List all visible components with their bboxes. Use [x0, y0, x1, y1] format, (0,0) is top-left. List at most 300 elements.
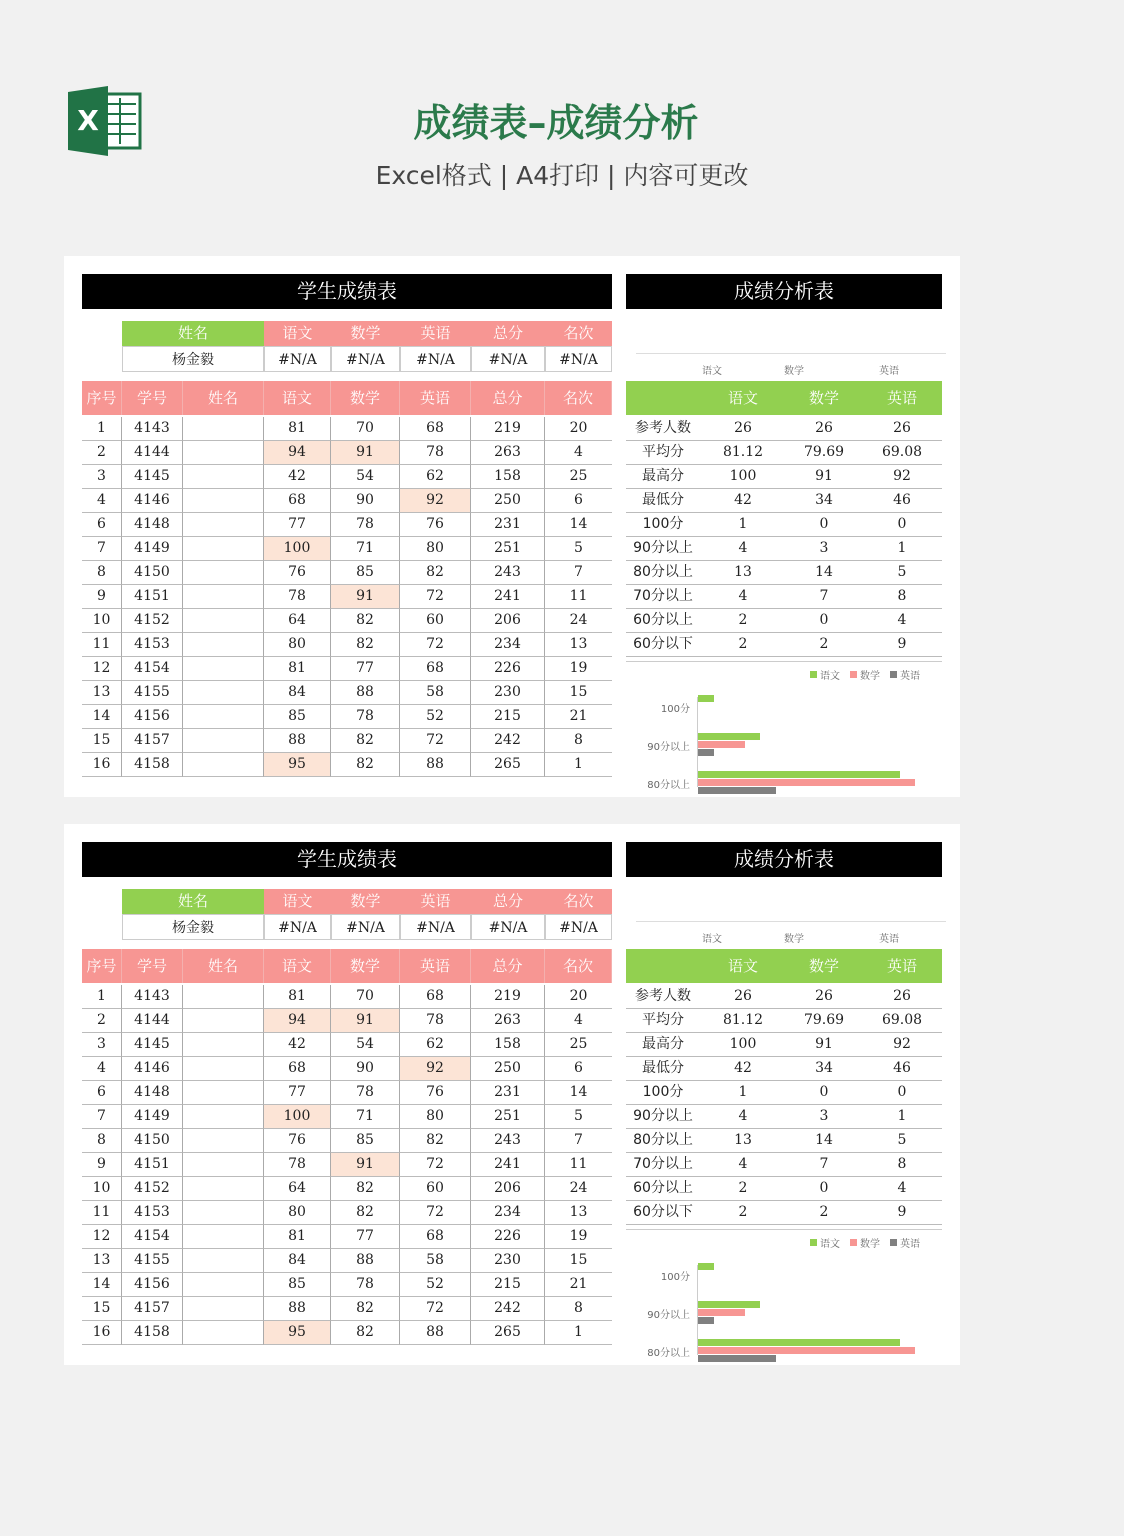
analysis-cell[interactable]: 2 [700, 1177, 786, 1201]
column-header[interactable]: 英语 [400, 381, 471, 415]
table-cell[interactable]: 24 [545, 1177, 612, 1201]
column-header[interactable]: 序号 [82, 949, 122, 983]
table-cell[interactable]: 72 [400, 729, 471, 753]
table-cell[interactable]: 4150 [122, 561, 183, 585]
table-cell[interactable]: 91 [331, 1153, 400, 1177]
analysis-header[interactable]: 语文 [700, 949, 786, 983]
table-cell[interactable]: 24 [545, 609, 612, 633]
table-cell[interactable]: 215 [471, 705, 545, 729]
table-cell[interactable]: 234 [471, 1201, 545, 1225]
table-cell[interactable]: 4145 [122, 1033, 183, 1057]
analysis-cell[interactable]: 91 [786, 465, 862, 489]
table-cell[interactable]: 76 [400, 1081, 471, 1105]
table-cell[interactable]: 5 [545, 1105, 612, 1129]
analysis-header[interactable] [626, 949, 700, 983]
lookup-header[interactable]: 语文 [264, 889, 331, 914]
table-cell[interactable]: 81 [264, 985, 331, 1009]
table-cell[interactable]: 68 [264, 489, 331, 513]
table-cell[interactable]: 243 [471, 561, 545, 585]
table-cell[interactable]: 7 [82, 1105, 122, 1129]
analysis-cell[interactable]: 5 [862, 1129, 942, 1153]
table-cell[interactable] [183, 585, 264, 609]
table-cell[interactable]: 4143 [122, 985, 183, 1009]
table-cell[interactable]: 10 [82, 1177, 122, 1201]
table-cell[interactable] [183, 1273, 264, 1297]
table-cell[interactable]: 4157 [122, 729, 183, 753]
table-cell[interactable]: 4155 [122, 681, 183, 705]
table-cell[interactable]: 20 [545, 985, 612, 1009]
table-cell[interactable]: 71 [331, 1105, 400, 1129]
table-cell[interactable]: 251 [471, 1105, 545, 1129]
table-cell[interactable]: 243 [471, 1129, 545, 1153]
table-cell[interactable]: 11 [545, 585, 612, 609]
lookup-header[interactable]: 名次 [545, 321, 612, 346]
table-cell[interactable]: 85 [331, 561, 400, 585]
table-cell[interactable] [183, 985, 264, 1009]
table-cell[interactable] [183, 681, 264, 705]
analysis-cell[interactable]: 26 [862, 985, 942, 1009]
table-cell[interactable]: 4154 [122, 657, 183, 681]
table-cell[interactable]: 21 [545, 1273, 612, 1297]
analysis-cell[interactable]: 8 [862, 585, 942, 609]
analysis-cell[interactable]: 0 [862, 1081, 942, 1105]
table-cell[interactable]: 14 [82, 705, 122, 729]
table-cell[interactable]: 215 [471, 1273, 545, 1297]
lookup-value[interactable]: #N/A [400, 346, 471, 372]
column-header[interactable]: 英语 [400, 949, 471, 983]
table-cell[interactable]: 82 [400, 561, 471, 585]
table-cell[interactable]: 88 [331, 1249, 400, 1273]
column-header[interactable]: 姓名 [183, 381, 264, 415]
table-cell[interactable]: 4146 [122, 1057, 183, 1081]
analysis-cell[interactable]: 80分以上 [626, 561, 700, 585]
table-cell[interactable]: 14 [545, 1081, 612, 1105]
table-cell[interactable]: 62 [400, 1033, 471, 1057]
analysis-cell[interactable]: 1 [862, 1105, 942, 1129]
table-cell[interactable] [183, 1033, 264, 1057]
table-cell[interactable]: 78 [400, 441, 471, 465]
table-cell[interactable]: 226 [471, 1225, 545, 1249]
lookup-header[interactable]: 语文 [264, 321, 331, 346]
table-cell[interactable]: 7 [545, 1129, 612, 1153]
analysis-cell[interactable]: 0 [786, 1081, 862, 1105]
table-cell[interactable]: 263 [471, 1009, 545, 1033]
analysis-cell[interactable]: 26 [786, 985, 862, 1009]
table-cell[interactable]: 90 [331, 1057, 400, 1081]
lookup-header[interactable]: 姓名 [122, 889, 264, 914]
analysis-cell[interactable]: 80分以上 [626, 1129, 700, 1153]
table-cell[interactable]: 42 [264, 1033, 331, 1057]
analysis-cell[interactable]: 4 [862, 1177, 942, 1201]
table-cell[interactable] [183, 537, 264, 561]
table-cell[interactable] [183, 633, 264, 657]
table-cell[interactable] [183, 1297, 264, 1321]
table-cell[interactable] [183, 513, 264, 537]
analysis-table-title[interactable]: 成绩分析表 [626, 274, 942, 309]
analysis-cell[interactable]: 42 [700, 489, 786, 513]
analysis-cell[interactable]: 0 [786, 609, 862, 633]
table-cell[interactable]: 4146 [122, 489, 183, 513]
table-cell[interactable]: 4 [82, 1057, 122, 1081]
analysis-cell[interactable]: 7 [786, 585, 862, 609]
analysis-cell[interactable]: 0 [862, 513, 942, 537]
analysis-cell[interactable]: 70分以上 [626, 1153, 700, 1177]
table-cell[interactable]: 64 [264, 609, 331, 633]
lookup-value[interactable]: 杨金毅 [122, 346, 264, 372]
analysis-cell[interactable]: 13 [700, 561, 786, 585]
table-cell[interactable]: 265 [471, 1321, 545, 1345]
table-cell[interactable]: 77 [331, 1225, 400, 1249]
analysis-cell[interactable]: 4 [700, 1105, 786, 1129]
table-cell[interactable]: 6 [82, 513, 122, 537]
table-cell[interactable]: 231 [471, 1081, 545, 1105]
table-cell[interactable]: 68 [400, 417, 471, 441]
analysis-cell[interactable]: 4 [700, 1153, 786, 1177]
table-cell[interactable]: 9 [82, 585, 122, 609]
lookup-value[interactable]: #N/A [471, 914, 545, 940]
table-cell[interactable]: 15 [545, 1249, 612, 1273]
table-cell[interactable]: 15 [82, 1297, 122, 1321]
table-cell[interactable]: 10 [82, 609, 122, 633]
table-cell[interactable] [183, 1201, 264, 1225]
column-header[interactable]: 数学 [331, 381, 400, 415]
column-header[interactable]: 数学 [331, 949, 400, 983]
table-cell[interactable]: 3 [82, 1033, 122, 1057]
lookup-value[interactable]: #N/A [400, 914, 471, 940]
table-cell[interactable]: 76 [264, 1129, 331, 1153]
column-header[interactable]: 学号 [122, 949, 183, 983]
table-cell[interactable] [183, 1129, 264, 1153]
score-table-title[interactable]: 学生成绩表 [82, 842, 612, 877]
analysis-cell[interactable]: 2 [700, 609, 786, 633]
table-cell[interactable]: 4145 [122, 465, 183, 489]
lookup-value[interactable]: #N/A [331, 914, 400, 940]
table-cell[interactable]: 76 [264, 561, 331, 585]
table-cell[interactable]: 4 [545, 1009, 612, 1033]
table-cell[interactable]: 158 [471, 1033, 545, 1057]
lookup-header[interactable]: 数学 [331, 889, 400, 914]
analysis-cell[interactable]: 60分以下 [626, 633, 700, 657]
table-cell[interactable]: 4148 [122, 513, 183, 537]
table-cell[interactable]: 265 [471, 753, 545, 777]
table-cell[interactable]: 7 [82, 537, 122, 561]
table-cell[interactable]: 82 [400, 1129, 471, 1153]
table-cell[interactable] [183, 1225, 264, 1249]
analysis-header[interactable]: 数学 [786, 381, 862, 415]
table-cell[interactable]: 95 [264, 753, 331, 777]
analysis-cell[interactable]: 69.08 [862, 1009, 942, 1033]
table-cell[interactable]: 4 [82, 489, 122, 513]
column-header[interactable]: 姓名 [183, 949, 264, 983]
table-cell[interactable]: 251 [471, 537, 545, 561]
analysis-cell[interactable]: 4 [700, 537, 786, 561]
table-cell[interactable]: 82 [331, 753, 400, 777]
table-cell[interactable]: 70 [331, 985, 400, 1009]
column-header[interactable]: 语文 [264, 949, 331, 983]
column-header[interactable]: 学号 [122, 381, 183, 415]
table-cell[interactable]: 84 [264, 681, 331, 705]
table-cell[interactable]: 85 [264, 1273, 331, 1297]
analysis-cell[interactable]: 最高分 [626, 1033, 700, 1057]
table-cell[interactable] [183, 465, 264, 489]
analysis-cell[interactable]: 90分以上 [626, 1105, 700, 1129]
analysis-cell[interactable]: 参考人数 [626, 985, 700, 1009]
table-cell[interactable]: 88 [264, 1297, 331, 1321]
table-cell[interactable]: 78 [331, 705, 400, 729]
score-table-title[interactable]: 学生成绩表 [82, 274, 612, 309]
analysis-cell[interactable]: 79.69 [786, 441, 862, 465]
table-cell[interactable]: 78 [400, 1009, 471, 1033]
table-cell[interactable]: 230 [471, 1249, 545, 1273]
table-cell[interactable]: 13 [545, 633, 612, 657]
table-cell[interactable]: 52 [400, 1273, 471, 1297]
table-cell[interactable]: 14 [545, 513, 612, 537]
analysis-cell[interactable]: 3 [786, 537, 862, 561]
analysis-cell[interactable]: 92 [862, 1033, 942, 1057]
table-cell[interactable]: 58 [400, 681, 471, 705]
table-cell[interactable]: 42 [264, 465, 331, 489]
table-cell[interactable]: 263 [471, 441, 545, 465]
table-cell[interactable]: 54 [331, 465, 400, 489]
table-cell[interactable]: 81 [264, 1225, 331, 1249]
table-cell[interactable]: 88 [400, 753, 471, 777]
analysis-cell[interactable]: 平均分 [626, 1009, 700, 1033]
table-cell[interactable]: 82 [331, 729, 400, 753]
table-cell[interactable]: 4154 [122, 1225, 183, 1249]
table-cell[interactable]: 6 [545, 1057, 612, 1081]
table-cell[interactable]: 1 [82, 985, 122, 1009]
analysis-cell[interactable]: 14 [786, 1129, 862, 1153]
table-cell[interactable]: 94 [264, 441, 331, 465]
analysis-cell[interactable]: 5 [862, 561, 942, 585]
table-cell[interactable]: 82 [331, 1297, 400, 1321]
analysis-cell[interactable]: 34 [786, 1057, 862, 1081]
lookup-header[interactable]: 总分 [471, 321, 545, 346]
lookup-header[interactable]: 英语 [400, 321, 471, 346]
table-cell[interactable]: 242 [471, 1297, 545, 1321]
table-cell[interactable] [183, 609, 264, 633]
table-cell[interactable]: 241 [471, 585, 545, 609]
table-cell[interactable]: 8 [82, 561, 122, 585]
table-cell[interactable] [183, 705, 264, 729]
column-header[interactable]: 总分 [471, 381, 545, 415]
column-header[interactable]: 序号 [82, 381, 122, 415]
table-cell[interactable]: 81 [264, 417, 331, 441]
table-cell[interactable]: 72 [400, 1201, 471, 1225]
table-cell[interactable]: 90 [331, 489, 400, 513]
table-cell[interactable]: 4155 [122, 1249, 183, 1273]
table-cell[interactable]: 91 [331, 441, 400, 465]
table-cell[interactable]: 80 [264, 1201, 331, 1225]
analysis-cell[interactable]: 2 [700, 633, 786, 657]
table-cell[interactable]: 78 [331, 1081, 400, 1105]
analysis-cell[interactable]: 60分以上 [626, 609, 700, 633]
analysis-cell[interactable]: 92 [862, 465, 942, 489]
table-cell[interactable]: 4149 [122, 537, 183, 561]
table-cell[interactable]: 206 [471, 609, 545, 633]
table-cell[interactable]: 15 [82, 729, 122, 753]
table-cell[interactable]: 95 [264, 1321, 331, 1345]
table-cell[interactable]: 100 [264, 537, 331, 561]
table-cell[interactable] [183, 753, 264, 777]
analysis-cell[interactable]: 1 [700, 1081, 786, 1105]
table-cell[interactable]: 78 [264, 585, 331, 609]
table-cell[interactable]: 82 [331, 633, 400, 657]
table-cell[interactable]: 1 [545, 753, 612, 777]
table-cell[interactable]: 92 [400, 489, 471, 513]
table-cell[interactable]: 72 [400, 585, 471, 609]
table-cell[interactable]: 241 [471, 1153, 545, 1177]
analysis-cell[interactable]: 7 [786, 1153, 862, 1177]
analysis-cell[interactable]: 70分以上 [626, 585, 700, 609]
analysis-cell[interactable]: 100 [700, 465, 786, 489]
analysis-cell[interactable]: 8 [862, 1153, 942, 1177]
table-cell[interactable]: 25 [545, 1033, 612, 1057]
table-cell[interactable]: 85 [264, 705, 331, 729]
table-cell[interactable]: 82 [331, 1177, 400, 1201]
table-cell[interactable]: 19 [545, 1225, 612, 1249]
table-cell[interactable]: 68 [400, 985, 471, 1009]
analysis-cell[interactable]: 81.12 [700, 441, 786, 465]
table-cell[interactable]: 72 [400, 1297, 471, 1321]
analysis-cell[interactable]: 参考人数 [626, 417, 700, 441]
table-cell[interactable]: 85 [331, 1129, 400, 1153]
table-cell[interactable]: 13 [545, 1201, 612, 1225]
analysis-cell[interactable]: 100 [700, 1033, 786, 1057]
analysis-cell[interactable]: 46 [862, 1057, 942, 1081]
analysis-cell[interactable]: 81.12 [700, 1009, 786, 1033]
table-cell[interactable]: 4157 [122, 1297, 183, 1321]
table-cell[interactable]: 231 [471, 513, 545, 537]
table-cell[interactable]: 88 [264, 729, 331, 753]
table-cell[interactable]: 58 [400, 1249, 471, 1273]
table-cell[interactable]: 219 [471, 417, 545, 441]
table-cell[interactable]: 68 [264, 1057, 331, 1081]
table-cell[interactable]: 11 [82, 1201, 122, 1225]
table-cell[interactable] [183, 489, 264, 513]
table-cell[interactable]: 6 [545, 489, 612, 513]
table-cell[interactable]: 11 [545, 1153, 612, 1177]
table-cell[interactable] [183, 1009, 264, 1033]
table-cell[interactable]: 80 [400, 537, 471, 561]
analysis-cell[interactable]: 4 [862, 609, 942, 633]
table-cell[interactable]: 64 [264, 1177, 331, 1201]
lookup-header[interactable]: 名次 [545, 889, 612, 914]
lookup-header[interactable]: 数学 [331, 321, 400, 346]
lookup-value[interactable]: #N/A [545, 346, 612, 372]
table-cell[interactable]: 219 [471, 985, 545, 1009]
table-cell[interactable] [183, 1153, 264, 1177]
table-cell[interactable]: 4 [545, 441, 612, 465]
table-cell[interactable]: 5 [545, 537, 612, 561]
analysis-cell[interactable]: 34 [786, 489, 862, 513]
analysis-cell[interactable]: 平均分 [626, 441, 700, 465]
table-cell[interactable]: 92 [400, 1057, 471, 1081]
table-cell[interactable] [183, 1249, 264, 1273]
table-cell[interactable]: 21 [545, 705, 612, 729]
table-cell[interactable]: 77 [264, 1081, 331, 1105]
analysis-cell[interactable]: 最低分 [626, 489, 700, 513]
table-cell[interactable]: 13 [82, 1249, 122, 1273]
lookup-header[interactable]: 英语 [400, 889, 471, 914]
table-cell[interactable]: 230 [471, 681, 545, 705]
table-cell[interactable]: 234 [471, 633, 545, 657]
table-cell[interactable]: 20 [545, 417, 612, 441]
table-cell[interactable]: 14 [82, 1273, 122, 1297]
table-cell[interactable]: 80 [264, 633, 331, 657]
table-cell[interactable]: 84 [264, 1249, 331, 1273]
analysis-table-title[interactable]: 成绩分析表 [626, 842, 942, 877]
table-cell[interactable]: 4152 [122, 1177, 183, 1201]
analysis-cell[interactable]: 69.08 [862, 441, 942, 465]
table-cell[interactable]: 4151 [122, 1153, 183, 1177]
table-cell[interactable]: 71 [331, 537, 400, 561]
table-cell[interactable]: 16 [82, 753, 122, 777]
table-cell[interactable] [183, 1177, 264, 1201]
lookup-value[interactable]: #N/A [264, 346, 331, 372]
analysis-header[interactable]: 英语 [862, 381, 942, 415]
table-cell[interactable]: 72 [400, 633, 471, 657]
table-cell[interactable]: 2 [82, 441, 122, 465]
table-cell[interactable]: 4144 [122, 441, 183, 465]
table-cell[interactable] [183, 1081, 264, 1105]
table-cell[interactable]: 11 [82, 633, 122, 657]
analysis-header[interactable]: 英语 [862, 949, 942, 983]
analysis-cell[interactable]: 26 [786, 417, 862, 441]
analysis-cell[interactable]: 60分以上 [626, 1177, 700, 1201]
table-cell[interactable]: 4153 [122, 633, 183, 657]
analysis-cell[interactable]: 100分 [626, 513, 700, 537]
table-cell[interactable]: 6 [82, 1081, 122, 1105]
column-header[interactable]: 名次 [545, 381, 612, 415]
table-cell[interactable]: 80 [400, 1105, 471, 1129]
analysis-cell[interactable]: 2 [786, 633, 862, 657]
lookup-header[interactable]: 总分 [471, 889, 545, 914]
column-header[interactable]: 名次 [545, 949, 612, 983]
table-cell[interactable]: 16 [82, 1321, 122, 1345]
table-cell[interactable]: 81 [264, 657, 331, 681]
analysis-cell[interactable]: 1 [700, 513, 786, 537]
analysis-cell[interactable]: 0 [786, 513, 862, 537]
table-cell[interactable]: 91 [331, 1009, 400, 1033]
table-cell[interactable]: 8 [545, 729, 612, 753]
table-cell[interactable]: 82 [331, 609, 400, 633]
table-cell[interactable]: 4151 [122, 585, 183, 609]
analysis-cell[interactable]: 1 [862, 537, 942, 561]
table-cell[interactable]: 7 [545, 561, 612, 585]
table-cell[interactable]: 4144 [122, 1009, 183, 1033]
table-cell[interactable]: 94 [264, 1009, 331, 1033]
table-cell[interactable]: 4149 [122, 1105, 183, 1129]
table-cell[interactable]: 78 [331, 1273, 400, 1297]
table-cell[interactable]: 88 [400, 1321, 471, 1345]
table-cell[interactable] [183, 657, 264, 681]
table-cell[interactable]: 70 [331, 417, 400, 441]
table-cell[interactable]: 13 [82, 681, 122, 705]
table-cell[interactable]: 15 [545, 681, 612, 705]
analysis-cell[interactable]: 最低分 [626, 1057, 700, 1081]
table-cell[interactable] [183, 441, 264, 465]
column-header[interactable]: 语文 [264, 381, 331, 415]
table-cell[interactable]: 8 [82, 1129, 122, 1153]
table-cell[interactable]: 1 [82, 417, 122, 441]
lookup-value[interactable]: #N/A [264, 914, 331, 940]
analysis-cell[interactable]: 0 [786, 1177, 862, 1201]
analysis-header[interactable]: 语文 [700, 381, 786, 415]
analysis-cell[interactable]: 最高分 [626, 465, 700, 489]
analysis-cell[interactable]: 13 [700, 1129, 786, 1153]
table-cell[interactable]: 54 [331, 1033, 400, 1057]
